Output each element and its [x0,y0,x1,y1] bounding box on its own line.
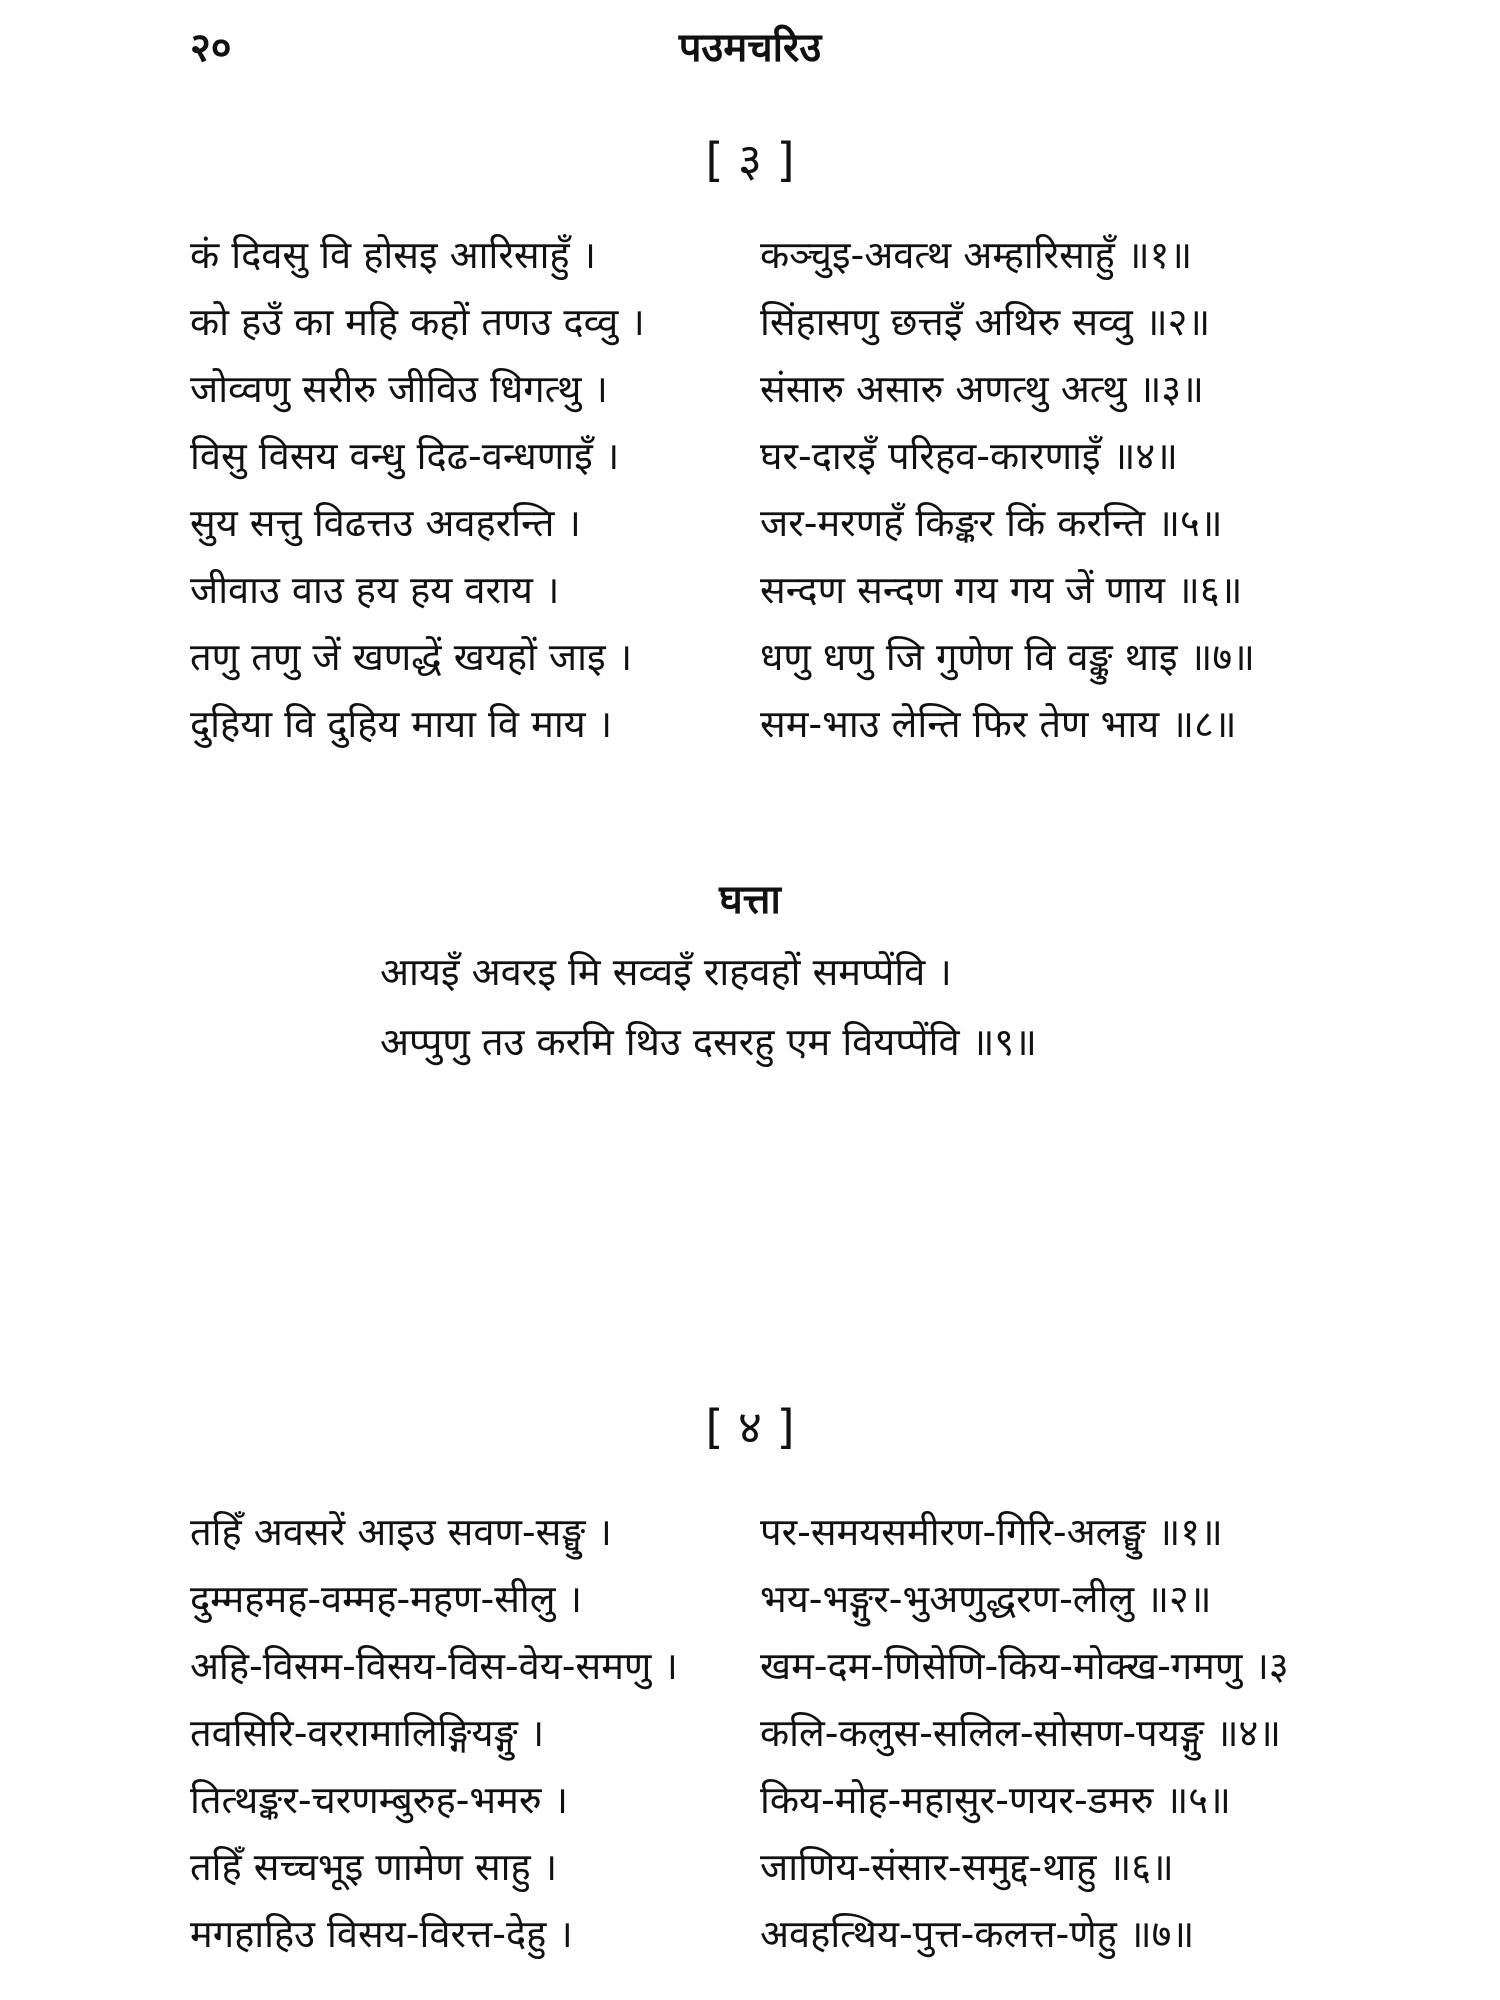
verse-second-half: कञ्चुइ-अवत्थ अम्हारिसाहुँ ॥१॥ [760,233,1193,277]
verse-line [0,1639,1500,1705]
ghatta-label: घत्ता [719,877,781,923]
verse-second-half: पर-समयसमीरण-गिरि-अलङ्घु ॥१॥ [760,1510,1223,1554]
running-title: पउमचरिउ [678,25,822,71]
verse-first-half: दुहिया वि दुहिय माया वि माय । [190,702,613,746]
verse-first-half: तणु तणु जें खणद्धें खयहों जाइ । [190,635,633,679]
page-number: २० [190,25,232,71]
verse-second-half: किय-मोह-महासुर-णयर-डमरु ॥५॥ [760,1778,1231,1822]
verse-first-half: जोव्वणु सरीरु जीविउ धिगत्थु । [190,367,608,411]
verse-line [0,1773,1500,1839]
verse-second-half: सिंहासणु छत्तइँ अथिरु सव्वु ॥२॥ [760,300,1211,344]
verse-second-half: भय-भङ्गुर-भुअणुद्धरण-लीलु ॥२॥ [760,1577,1212,1621]
verse-line [0,295,1500,361]
verse-first-half: सुय सत्तु विढत्तउ अवहरन्ति । [190,501,581,545]
verse-line [0,1572,1500,1638]
verse-first-half: मगहाहिउ विसय-विरत्त-देहु । [190,1912,573,1956]
verse-line [0,1907,1500,1973]
verse-second-half: संसारु असारु अणत्थु अत्थु ॥३॥ [760,367,1204,411]
verse-second-half: अवहत्थिय-पुत्त-कलत्त-णेहु ॥७॥ [760,1912,1195,1956]
verse-line [0,1505,1500,1571]
verse-second-half: कलि-कलुस-सलिल-सोसण-पयङ्गु ॥४॥ [760,1711,1282,1755]
verse-first-half: तवसिरि-वररामालिङ्गियङ्गु । [190,1711,545,1755]
verse-line [0,630,1500,696]
verse-first-half: जीवाउ वाउ हय हय वराय । [190,568,560,612]
verse-line [0,362,1500,428]
verse-first-half: को हउँ का महि कहों तणउ दव्वु । [190,300,645,344]
verse-line [0,563,1500,629]
section-3-heading: [ ३ ] [705,133,795,187]
verse-second-half: सन्दण सन्दण गय गय जें णाय ॥६॥ [760,568,1243,612]
verse-second-half: सम-भाउ लेन्ति फिर तेण भाय ॥८॥ [760,702,1237,746]
verse-first-half: दुम्महमह-वम्मह-महण-सीलु । [190,1577,583,1621]
verse-first-half: कं दिवसु वि होसइ आरिसाहुँ । [190,233,597,277]
verse-second-half: धणु धणु जि गुणेण वि वङ्कु थाइ ॥७॥ [760,635,1255,679]
verse-first-half: तित्थङ्कर-चरणम्बुरुह-भमरु । [190,1778,569,1822]
verse-first-half: विसु विसय वन्धु दिढ-वन्धणाइँ । [190,434,620,478]
verse-first-half: अहि-विसम-विसय-विस-वेय-समणु । [190,1644,678,1688]
section-4-heading: [ ४ ] [705,1400,795,1454]
verse-second-half: खम-दम-णिसेणि-किय-मोक्ख-गमणु ।३ [760,1644,1289,1688]
verse-second-half: जाणिय-संसार-समुद्द-थाहु ॥६॥ [760,1845,1174,1889]
verse-line [0,1840,1500,1906]
verse-first-half: तहिँ सच्चभूइ णामेण साहु । [190,1845,558,1889]
verse-line [0,697,1500,763]
verse-line [0,429,1500,495]
ghatta-line: अप्पुणु तउ करमि थिउ दसरहु एम वियप्पेंवि ॥९॥ [380,1020,1037,1064]
verse-line [0,1706,1500,1772]
verse-line [0,228,1500,294]
ghatta-line: आयइँ अवरइ मि सव्वइँ राहवहों समप्पेंवि । [380,950,952,994]
verse-second-half: जर-मरणहँ किङ्कर किं करन्ति ॥५॥ [760,501,1223,545]
verse-line [0,496,1500,562]
verse-first-half: तहिँ अवसरें आइउ सवण-सङ्घु । [190,1510,612,1554]
verse-second-half: घर-दारइँ परिहव-कारणाइँ ॥४॥ [760,434,1178,478]
